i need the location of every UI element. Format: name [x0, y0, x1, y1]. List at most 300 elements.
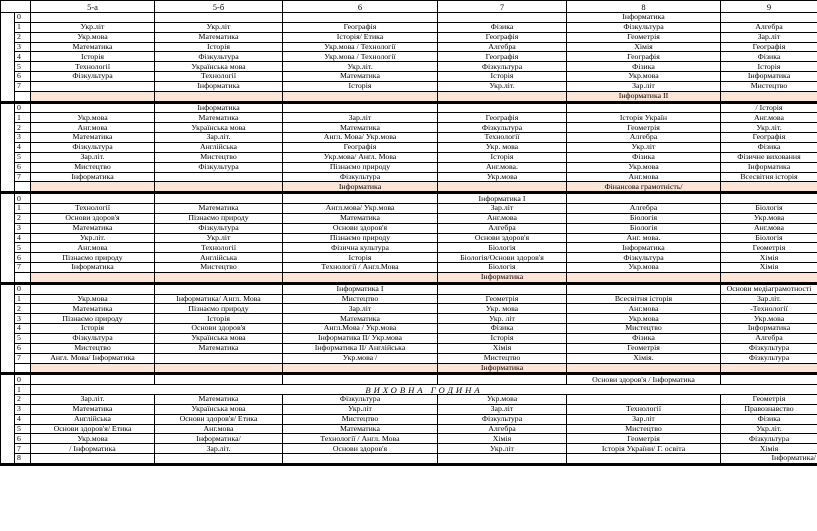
lesson-number: 6	[15, 253, 31, 263]
lesson-row	[1, 283, 817, 294]
lesson-cell	[31, 363, 155, 374]
lesson-cell: Технології	[567, 404, 721, 414]
lesson-cell: Англ. Мова/ Інформатика	[31, 353, 155, 363]
lesson-cell: Фізика	[721, 414, 817, 424]
lesson-cell	[31, 272, 155, 283]
lesson-cell: Інформатика	[567, 13, 721, 23]
lesson-cell: Інформатика	[567, 243, 721, 253]
column-header: 5-а	[31, 1, 155, 13]
lesson-cell: Анг.мова	[567, 172, 721, 182]
lesson-cell: Географія	[438, 32, 567, 42]
lesson-cell	[283, 102, 438, 113]
lesson-cell: Англійська	[155, 253, 283, 263]
lesson-cell: Анг.мова	[31, 243, 155, 253]
lesson-cell: Інформатика	[721, 72, 817, 82]
lesson-cell: Географія	[438, 113, 567, 123]
lesson-cell: Укр.мова	[438, 395, 567, 405]
lesson-row	[1, 424, 817, 434]
lesson-cell	[155, 454, 283, 465]
lesson-number: 1	[15, 385, 31, 395]
lesson-number: 3	[15, 223, 31, 233]
lesson-cell: Математика	[283, 72, 438, 82]
lesson-cell: Мистецтво	[155, 263, 283, 273]
lesson-cell: Біологія/Основи здоров'я	[438, 253, 567, 263]
day-label	[1, 193, 15, 284]
lesson-cell: Англ.мова/ Укр.мова	[283, 204, 438, 214]
lesson-cell	[567, 454, 721, 465]
lesson-cell	[31, 283, 155, 294]
lesson-cell: Фізкультура	[155, 52, 283, 62]
lesson-number: 6	[15, 162, 31, 172]
lesson-cell: Біологія	[567, 223, 721, 233]
lesson-number: 7	[15, 353, 31, 363]
lesson-cell: Англ. Мова/ Укр.мова	[283, 133, 438, 143]
lesson-row	[1, 62, 817, 72]
lesson-row	[1, 253, 817, 263]
lesson-row	[1, 363, 817, 374]
lesson-cell	[155, 374, 283, 385]
lesson-number: 3	[15, 314, 31, 324]
lesson-row	[1, 81, 817, 91]
lesson-row	[1, 353, 817, 363]
lesson-cell: Історія	[438, 152, 567, 162]
lesson-cell: Фізкультура	[283, 172, 438, 182]
lesson-row	[1, 404, 817, 414]
lesson-cell: Фізкультура	[438, 414, 567, 424]
lesson-cell: Зар.літ	[438, 204, 567, 214]
lesson-cell: Хімія	[721, 253, 817, 263]
lesson-cell	[31, 91, 155, 102]
lesson-cell: Фізкультура	[721, 343, 817, 353]
lesson-cell: Зар.літ	[438, 404, 567, 414]
lesson-cell: Інформатика	[438, 363, 567, 374]
lesson-cell: Основи здоров'я	[283, 223, 438, 233]
lesson-cell: Анг.мова.	[438, 162, 567, 172]
lesson-cell: Технології	[31, 204, 155, 214]
column-header: 8	[567, 1, 721, 13]
lesson-row	[1, 72, 817, 82]
lesson-cell	[438, 13, 567, 23]
lesson-cell: Математика	[283, 314, 438, 324]
lesson-cell	[283, 272, 438, 283]
lesson-row	[1, 204, 817, 214]
lesson-cell: Укр.літ.	[721, 123, 817, 133]
day-label	[1, 13, 15, 103]
lesson-number: 3	[15, 42, 31, 52]
lesson-row	[1, 304, 817, 314]
lesson-cell: Алгебра	[721, 334, 817, 344]
lesson-row	[1, 434, 817, 444]
lesson-number: 8	[15, 454, 31, 465]
lesson-cell: Біологія	[721, 204, 817, 214]
lesson-number	[15, 272, 31, 283]
lesson-number: 4	[15, 142, 31, 152]
lesson-cell	[438, 182, 567, 193]
lesson-cell: Географія	[283, 22, 438, 32]
lesson-cell	[31, 102, 155, 113]
lesson-number	[15, 363, 31, 374]
lesson-cell	[31, 81, 155, 91]
lesson-cell	[567, 363, 721, 374]
lesson-cell	[31, 193, 155, 204]
column-header: 5-б	[155, 1, 283, 13]
lesson-cell: Укр. мова	[438, 142, 567, 152]
lesson-cell: Фізика	[567, 152, 721, 162]
lesson-number: 6	[15, 72, 31, 82]
lesson-cell: Геометрія	[721, 395, 817, 405]
lesson-cell: Анг. мова.	[567, 233, 721, 243]
lesson-cell: Укр.літ.	[438, 81, 567, 91]
lesson-cell: Укр.літ.	[283, 62, 438, 72]
lesson-cell: Фізкультура	[721, 434, 817, 444]
lesson-cell	[721, 13, 817, 23]
lesson-row	[1, 123, 817, 133]
lesson-cell: Історія	[31, 324, 155, 334]
lesson-cell	[438, 91, 567, 102]
lesson-cell: / Історія	[721, 102, 817, 113]
lesson-cell: Укр.мова	[721, 213, 817, 223]
lesson-number: 2	[15, 395, 31, 405]
day-label	[1, 283, 15, 374]
lesson-cell: Хімія	[438, 343, 567, 353]
lesson-cell: Технології / Англ.Мова	[283, 263, 438, 273]
lesson-cell: Інформатика/	[155, 434, 283, 444]
lesson-number: 1	[15, 294, 31, 304]
lesson-cell	[31, 374, 155, 385]
lesson-number: 3	[15, 133, 31, 143]
lesson-row	[1, 272, 817, 283]
lesson-cell: Пізнаємо природу	[31, 253, 155, 263]
lesson-cell: Правознавство	[721, 404, 817, 414]
lesson-cell: Укр.мова / Технології	[283, 52, 438, 62]
lesson-cell	[283, 454, 438, 465]
lesson-cell	[283, 374, 438, 385]
lesson-cell: Мистецтво	[438, 353, 567, 363]
lesson-cell: Укр. мова	[438, 304, 567, 314]
lesson-cell: Фізкультура	[31, 142, 155, 152]
lesson-cell: Зар.літ	[567, 414, 721, 424]
lesson-cell: Інформатика ІІ/ Укр.мова	[283, 334, 438, 344]
lesson-cell: Зар.літ.	[31, 152, 155, 162]
lesson-number: 0	[15, 102, 31, 113]
lesson-cell: Укр.мова	[567, 162, 721, 172]
lesson-cell: Біологія	[438, 263, 567, 273]
day-label	[1, 102, 15, 193]
lesson-row	[1, 324, 817, 334]
lesson-cell: Анг.мова	[438, 213, 567, 223]
lesson-row	[1, 182, 817, 193]
lesson-cell: Математика	[155, 113, 283, 123]
lesson-cell: Інформатика	[283, 182, 438, 193]
lesson-cell: Всесвітня історія	[567, 294, 721, 304]
lesson-cell: Історія Україн	[567, 113, 721, 123]
lesson-row	[1, 113, 817, 123]
lesson-cell	[31, 182, 155, 193]
lesson-row	[1, 162, 817, 172]
lesson-cell: Інформатика ІІ/ Англійська	[283, 343, 438, 353]
lesson-number: 5	[15, 243, 31, 253]
lesson-cell: Алгебра	[438, 42, 567, 52]
lesson-cell	[155, 172, 283, 182]
lesson-row	[1, 133, 817, 143]
lesson-number: 7	[15, 81, 31, 91]
lesson-cell: Фізкультура	[721, 353, 817, 363]
lesson-number	[15, 182, 31, 193]
lesson-cell: Пізнаємо природу	[155, 304, 283, 314]
lesson-cell: Геометрія	[567, 343, 721, 353]
lesson-cell: Укр.мова	[721, 314, 817, 324]
lesson-cell: Англійська	[31, 414, 155, 424]
lesson-cell	[721, 91, 817, 102]
lesson-cell	[721, 363, 817, 374]
lesson-cell: Інформатика І	[283, 283, 438, 294]
lesson-number: 4	[15, 324, 31, 334]
lesson-cell: Мистецтво	[31, 343, 155, 353]
lesson-number: 2	[15, 213, 31, 223]
lesson-cell	[438, 454, 567, 465]
lesson-cell	[721, 182, 817, 193]
lesson-cell: Зар.літ.	[31, 395, 155, 405]
lesson-cell	[155, 193, 283, 204]
lesson-row	[1, 314, 817, 324]
lesson-number: 7	[15, 263, 31, 273]
lesson-cell: Математика	[31, 404, 155, 414]
lesson-cell	[438, 283, 567, 294]
lesson-cell: Технології	[31, 62, 155, 72]
lesson-number: 1	[15, 22, 31, 32]
lesson-cell	[721, 193, 817, 204]
lesson-cell: Алгебра	[438, 424, 567, 434]
lesson-cell: Основи здоров'я/ Етика	[155, 414, 283, 424]
lesson-number: 2	[15, 304, 31, 314]
lesson-cell: Фізична культура	[283, 243, 438, 253]
lesson-number: 5	[15, 152, 31, 162]
lesson-number: 7	[15, 444, 31, 454]
lesson-cell: Математика	[283, 213, 438, 223]
column-header: 7	[438, 1, 567, 13]
lesson-cell: Геометрія	[567, 434, 721, 444]
lesson-number: 5	[15, 62, 31, 72]
lesson-cell	[438, 374, 567, 385]
lesson-cell	[155, 13, 283, 23]
lesson-cell: Математика	[283, 123, 438, 133]
lesson-cell: Українська мова	[155, 404, 283, 414]
lesson-row	[1, 343, 817, 353]
lesson-cell: Укр.літ	[31, 22, 155, 32]
lesson-cell: Математика	[155, 204, 283, 214]
lesson-row	[1, 32, 817, 42]
lesson-number: 3	[15, 404, 31, 414]
lesson-cell: Інформатика	[155, 81, 283, 91]
lesson-cell: Історія	[31, 52, 155, 62]
lesson-row	[1, 52, 817, 62]
lesson-number: 2	[15, 32, 31, 42]
lesson-cell: Укр.мова /	[283, 353, 438, 363]
lesson-cell: Фізкультура	[155, 223, 283, 233]
lesson-cell: Фізика	[567, 334, 721, 344]
lesson-cell: Історія України/ Г. освіта	[567, 444, 721, 454]
lesson-cell	[567, 272, 721, 283]
lesson-cell: Українська мова	[155, 334, 283, 344]
lesson-cell: Інформатика/ Англ. Мова	[155, 294, 283, 304]
lesson-cell: Зар.літ	[283, 304, 438, 314]
lesson-row	[1, 13, 817, 23]
lesson-cell: Фізкультура	[567, 22, 721, 32]
lesson-cell: Технології	[155, 243, 283, 253]
lesson-cell: Укр.літ.	[31, 233, 155, 243]
lesson-cell: Укр.мова/ Англ. Мова	[283, 152, 438, 162]
lesson-cell: / Інформатика	[31, 444, 155, 454]
lesson-row	[1, 294, 817, 304]
lesson-cell: ВИХОВНА ГОДИНА	[31, 385, 817, 395]
lesson-cell: Фізика	[721, 142, 817, 152]
lesson-cell: Хімія	[721, 263, 817, 273]
lesson-cell: Укр.мова	[31, 113, 155, 123]
lesson-cell: Математика	[31, 304, 155, 314]
lesson-cell	[31, 13, 155, 23]
lesson-cell: Фінансова грамотність/	[567, 182, 721, 193]
lesson-number: 1	[15, 204, 31, 214]
lesson-cell: Мистецтво	[155, 152, 283, 162]
lesson-cell: Основи здоров'я	[283, 444, 438, 454]
lesson-cell	[438, 102, 567, 113]
lesson-cell: Фізкультура	[283, 395, 438, 405]
lesson-number: 5	[15, 424, 31, 434]
lesson-row	[1, 152, 817, 162]
lesson-row	[1, 22, 817, 32]
lesson-cell: Технології / Англ. Мова	[283, 434, 438, 444]
lesson-cell	[721, 374, 817, 385]
lesson-cell: Англійська	[155, 142, 283, 152]
lesson-cell: Англ.Мова / Укр.мова	[283, 324, 438, 334]
lesson-row	[1, 395, 817, 405]
lesson-cell: Математика	[155, 32, 283, 42]
lesson-cell: Історія	[438, 72, 567, 82]
lesson-cell: Укр.мова	[567, 72, 721, 82]
lesson-cell	[155, 91, 283, 102]
header-corner	[1, 1, 31, 13]
lesson-cell: Укр.мова	[31, 434, 155, 444]
lesson-cell: Інформатика/	[721, 454, 817, 465]
lesson-cell	[567, 283, 721, 294]
lesson-cell: Укр.літ	[155, 233, 283, 243]
lesson-cell: Фізика	[567, 62, 721, 72]
lesson-number: 6	[15, 343, 31, 353]
lesson-cell: Геометрія	[567, 32, 721, 42]
lesson-cell: Основи здоров'я	[155, 324, 283, 334]
lesson-cell: Біологія	[567, 213, 721, 223]
day-label	[1, 374, 15, 465]
lesson-cell: Фізика	[721, 52, 817, 62]
lesson-cell: Пізнаємо природу	[155, 213, 283, 223]
lesson-number: 2	[15, 123, 31, 133]
lesson-cell: Фізкультура	[31, 334, 155, 344]
lesson-row	[1, 414, 817, 424]
lesson-cell	[283, 363, 438, 374]
lesson-row	[1, 454, 817, 465]
lesson-cell	[31, 454, 155, 465]
lesson-cell: Анг.мова	[31, 123, 155, 133]
lesson-cell: Укр.літ	[155, 22, 283, 32]
lesson-number: 4	[15, 52, 31, 62]
lesson-cell	[155, 363, 283, 374]
lesson-row	[1, 334, 817, 344]
lesson-cell: Укр.літ	[567, 142, 721, 152]
lesson-cell: Зар.літ	[567, 81, 721, 91]
header-row	[1, 1, 817, 13]
lesson-cell	[155, 182, 283, 193]
lesson-cell: Інформатика	[155, 102, 283, 113]
lesson-cell: Анг.мова	[155, 424, 283, 434]
lesson-cell: Технології	[155, 72, 283, 82]
lesson-cell: Інформатика	[438, 272, 567, 283]
lesson-row	[1, 42, 817, 52]
lesson-cell: Фізкультура	[438, 123, 567, 133]
lesson-cell: Хімія	[438, 434, 567, 444]
lesson-cell: Основи здоров'я	[438, 233, 567, 243]
lesson-cell: Українська мова	[155, 62, 283, 72]
lesson-cell: Географія	[438, 52, 567, 62]
lesson-cell: Геометрія	[721, 243, 817, 253]
lesson-cell: Мистецтво	[283, 294, 438, 304]
lesson-cell	[567, 102, 721, 113]
lesson-cell: Фізкультура	[567, 253, 721, 263]
lesson-cell: Українська мова	[155, 123, 283, 133]
lesson-cell: Анг.мова	[567, 304, 721, 314]
lesson-cell: Історія	[283, 81, 438, 91]
lesson-cell: Історія	[155, 42, 283, 52]
lesson-cell: Технології	[438, 133, 567, 143]
lesson-cell: Історія	[155, 314, 283, 324]
lesson-cell: Інформатика	[31, 263, 155, 273]
lesson-cell: Мистецтво	[567, 424, 721, 434]
lesson-number: 0	[15, 193, 31, 204]
lesson-cell: Алгебра	[567, 133, 721, 143]
lesson-cell: Фізкультура	[438, 62, 567, 72]
lesson-cell: Біологія	[438, 243, 567, 253]
lesson-cell: Мистецтво	[721, 81, 817, 91]
lesson-cell	[721, 272, 817, 283]
lesson-cell: Географія	[721, 42, 817, 52]
lesson-cell: Анг.мова	[721, 113, 817, 123]
lesson-cell: Географія	[567, 52, 721, 62]
lesson-cell: Зар.літ	[283, 113, 438, 123]
lesson-cell: Геометрія	[438, 294, 567, 304]
lesson-cell: Укр.літ	[438, 444, 567, 454]
lesson-cell: Укр.літ	[283, 404, 438, 414]
lesson-cell	[155, 353, 283, 363]
lesson-cell	[155, 272, 283, 283]
lesson-cell: Пізнаємо природу	[31, 314, 155, 324]
lesson-cell: Укр.мова	[31, 32, 155, 42]
lesson-cell	[283, 193, 438, 204]
lesson-number: 4	[15, 233, 31, 243]
lesson-row	[1, 444, 817, 454]
lesson-cell: Всесвітня історія	[721, 172, 817, 182]
lesson-row	[1, 243, 817, 253]
lesson-cell: Хімія	[721, 444, 817, 454]
lesson-cell: Математика	[155, 395, 283, 405]
lesson-cell: Математика	[31, 223, 155, 233]
lesson-cell: Математика	[283, 424, 438, 434]
lesson-cell: Укр.мова / Технології	[283, 42, 438, 52]
lesson-cell	[567, 193, 721, 204]
lesson-row	[1, 385, 817, 395]
lesson-row	[1, 213, 817, 223]
lesson-cell: Фізкультура	[31, 72, 155, 82]
lesson-cell: Укр.мова	[438, 172, 567, 182]
lesson-cell: Хімія.	[567, 353, 721, 363]
